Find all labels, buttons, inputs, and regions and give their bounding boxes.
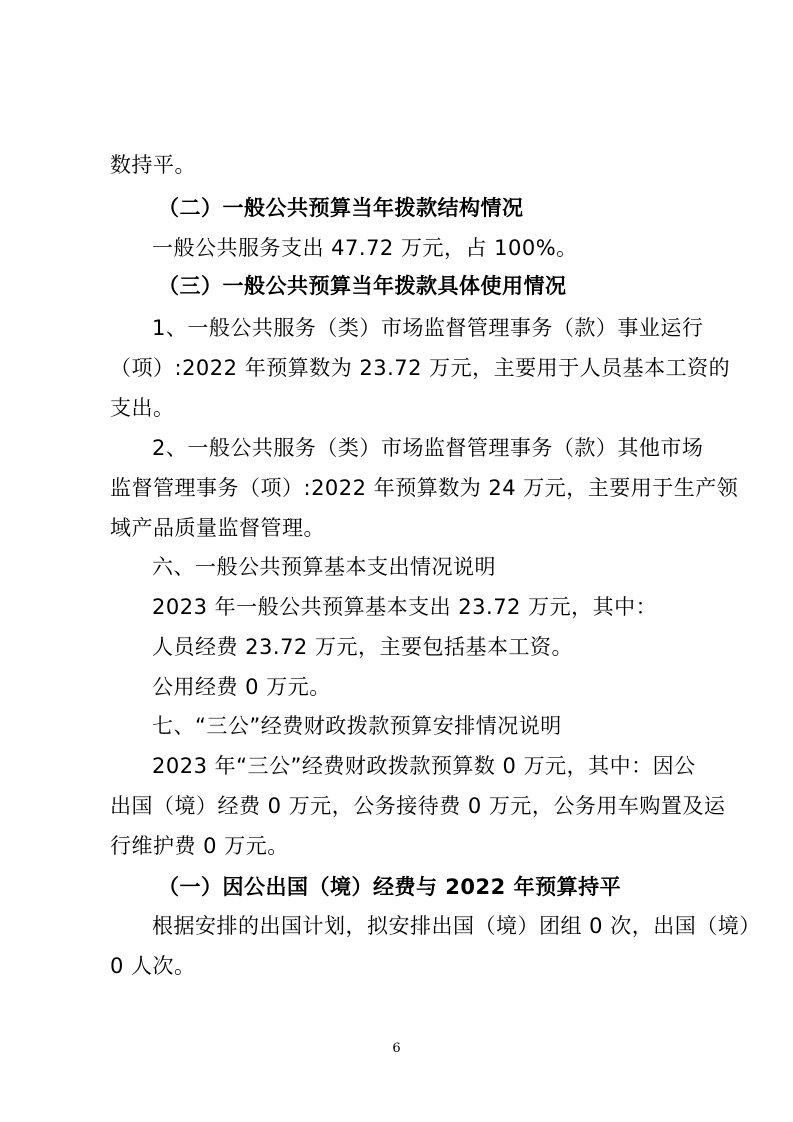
paragraph-basic-expenditure: 2023 年一般公共预算基本支出 23.72 万元，其中： xyxy=(152,595,658,619)
paragraph-three-public-expenses-end: 行维护费 0 万元。 xyxy=(110,834,289,858)
paragraph-usage-item-2: 2、一般公共服务（类）市场监督管理事务（款）其他市场 xyxy=(152,436,704,460)
heading-basic-expenditure: 六、一般公共预算基本支出情况说明 xyxy=(152,555,496,579)
paragraph-usage-item-1: 1、一般公共服务（类）市场监督管理事务（款）事业运行 xyxy=(152,316,704,340)
paragraph-three-public-expenses-cont: 出国（境）经费 0 万元，公务接待费 0 万元，公务用车购置及运 xyxy=(110,794,726,818)
page-number: 6 xyxy=(392,1041,401,1056)
paragraph-usage-item-2-cont: 监督管理事务（项）:2022 年预算数为 24 万元，主要用于生产领 xyxy=(110,476,739,500)
paragraph-continuation: 数持平。 xyxy=(110,153,196,177)
paragraph-public-expense: 公用经费 0 万元。 xyxy=(152,675,331,699)
paragraph-allocation-structure: 一般公共服务支出 47.72 万元，占 100%。 xyxy=(152,236,578,260)
paragraph-usage-item-1-cont: （项）:2022 年预算数为 23.72 万元，主要用于人员基本工资的 xyxy=(110,356,731,380)
subheading-overseas-travel: （一）因公出国（境）经费与 2022 年预算持平 xyxy=(158,875,622,899)
subheading-allocation-usage: （三）一般公共预算当年拨款具体使用情况 xyxy=(158,274,567,298)
heading-three-public-expenses: 七、“三公”经费财政拨款预算安排情况说明 xyxy=(152,714,562,738)
paragraph-personnel-expense: 人员经费 23.72 万元，主要包括基本工资。 xyxy=(152,635,573,659)
paragraph-three-public-expenses: 2023 年“三公”经费财政拨款预算数 0 万元，其中：因公 xyxy=(152,754,696,778)
paragraph-overseas-travel-end: 0 人次。 xyxy=(110,954,196,978)
paragraph-overseas-travel: 根据安排的出国计划，拟安排出国（境）团组 0 次，出国（境） xyxy=(152,914,761,938)
subheading-allocation-structure: （二）一般公共预算当年拨款结构情况 xyxy=(158,196,524,220)
paragraph-usage-item-2-end: 域产品质量监督管理。 xyxy=(110,516,325,540)
paragraph-usage-item-1-end: 支出。 xyxy=(110,396,175,420)
